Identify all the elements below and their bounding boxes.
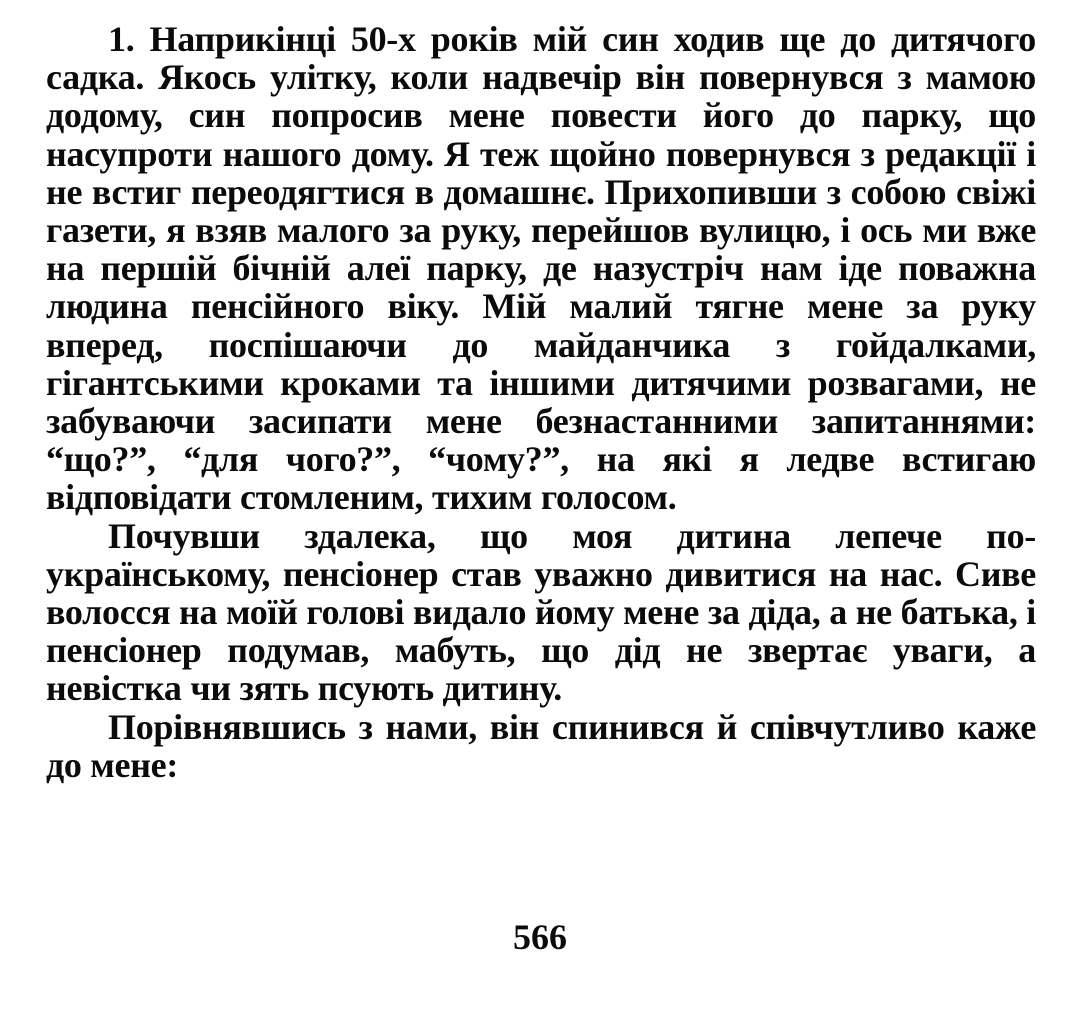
paragraph-1: 1. Наприкінці 50-х років мій син ходив ще до дитячого садка. Якось улітку, коли надвечір він повернувся з мамою додому, син попросив мене повести його до парку, що насупроти нашого дому. Я теж щойно повернувся з редакції і не встиг переодягтися в домашнє. Прихопивши з собою свіжі газети, я взяв малого за руку, перейшов вулицю, і ось ми вже на першій бічній алеї парку, де назустріч нам іде поважна людина пенсійного віку. Мій малий тягне мене за руку вперед, поспішаючи до майданчика з гойдалками, гігантськими кроками та іншими дитячими розвагами, не забуваючи засипати мене безнастанними запитаннями: “що?”, “для чого?”, “чому?”, на які я ледве встигаю відповідати стомленим, тихим голосом.	[46, 19, 1036, 518]
paragraph-3: Порівнявшись з нами, він спинився й співчутливо каже до мене:	[46, 706, 1036, 785]
document-body	[46, 20, 1036, 784]
paragraph-2: Почувши здалека, що моя дитина лепече по-українському, пенсіонер став уважно дивитися на нас. Сиве волосся на моїй голові видало йому мене за діда, а не батька, і пенсіонер подумав, мабуть, що дід не звертає уваги, а невістка чи зять псують дитину.	[46, 515, 1036, 709]
page-number: 566	[513, 917, 567, 957]
